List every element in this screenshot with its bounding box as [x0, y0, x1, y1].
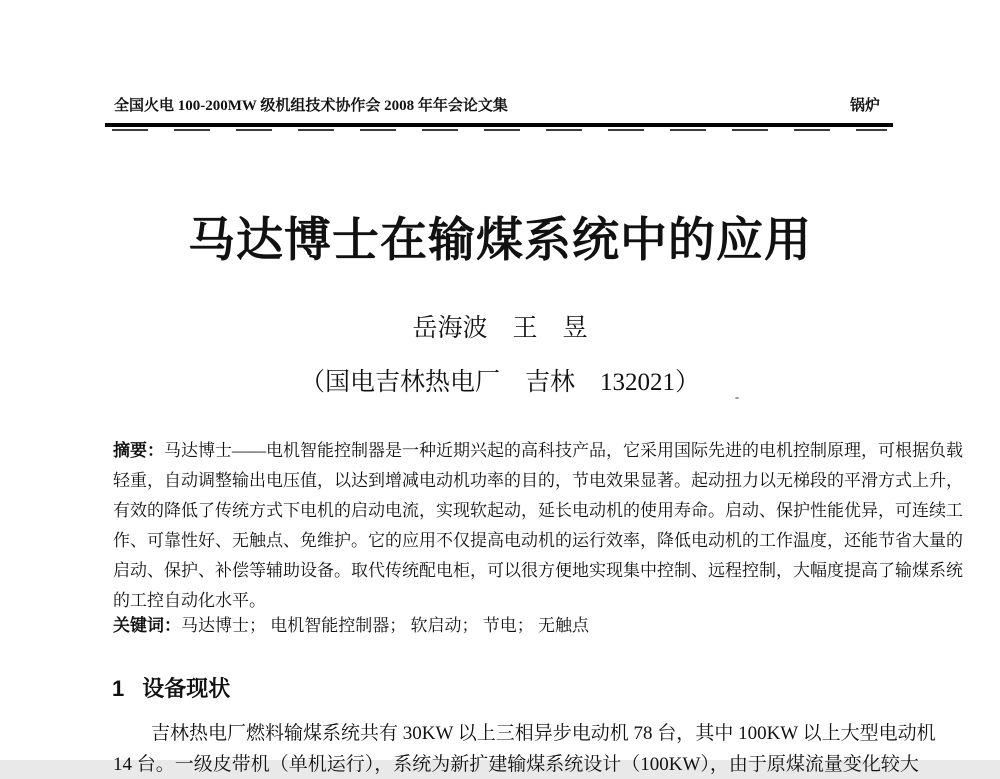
keywords-label: 关键词：	[113, 616, 181, 635]
keywords-text: 马达博士； 电机智能控制器； 软启动； 节电； 无触点	[181, 616, 589, 635]
header-section-label: 锅炉	[849, 98, 880, 114]
header-rule	[105, 123, 893, 127]
paper-title: 马达博士在输煤系统中的应用	[188, 213, 812, 266]
abstract-line: 有效的降低了传统方式下电机的启动电流，实现软起动，延长电动机的使用寿命。启动、保护性能优异，可连续工	[113, 501, 963, 520]
abstract-line: 启动、保护、补偿等辅助设备。取代传统配电柜，可以很方便地实现集中控制、远程控制，大幅度提高了输煤系统	[113, 561, 963, 580]
keywords-line	[113, 612, 893, 640]
section-title: 设备现状	[142, 676, 231, 701]
page-header	[114, 97, 880, 115]
authors-line: 岳海波 王 昱	[412, 315, 588, 342]
abstract-line: 的工控自动化水平。	[113, 591, 266, 610]
abstract-line: 作、可靠性好、无触点、免维护。它的应用不仅提高电动机的运行效率，降低电动机的工作温度，还能节省大量的	[113, 531, 963, 550]
body-paragraph-line: 吉林热电厂燃料输煤系统共有 30KW 以上三相异步电动机 78 台，其中 100KW 以上大型电动机	[151, 723, 936, 744]
abstract-text: 马达博士——电机智能控制器是一种近期兴起的高科技产品，它采用国际先进的电机控制原理，可根据负载	[164, 441, 963, 460]
body-paragraph-partial-line: 14 台。一级皮带机（单机运行），系统为新扩建输煤系统设计（100KW），由于原煤流量变化较大	[113, 754, 919, 775]
abstract-label: 摘要：	[113, 441, 164, 460]
abstract-line: 轻重，自动调整输出电压值，以达到增减电动机功率的目的，节电效果显著。起动扭力以无梯段的平滑方式上升，	[113, 471, 963, 490]
section-heading	[112, 672, 230, 703]
abstract-block	[113, 436, 963, 616]
header-proceedings-title: 全国火电 100-200MW 级机组技术协作会 2008 年年会论文集	[114, 98, 508, 114]
scan-speck	[735, 397, 739, 399]
affiliation-line: （国电吉林热电厂 吉林 132021）	[299, 369, 700, 396]
abstract-line	[113, 436, 963, 466]
section-number: 1	[112, 676, 125, 701]
header-rule-scan-artifact	[112, 129, 887, 131]
